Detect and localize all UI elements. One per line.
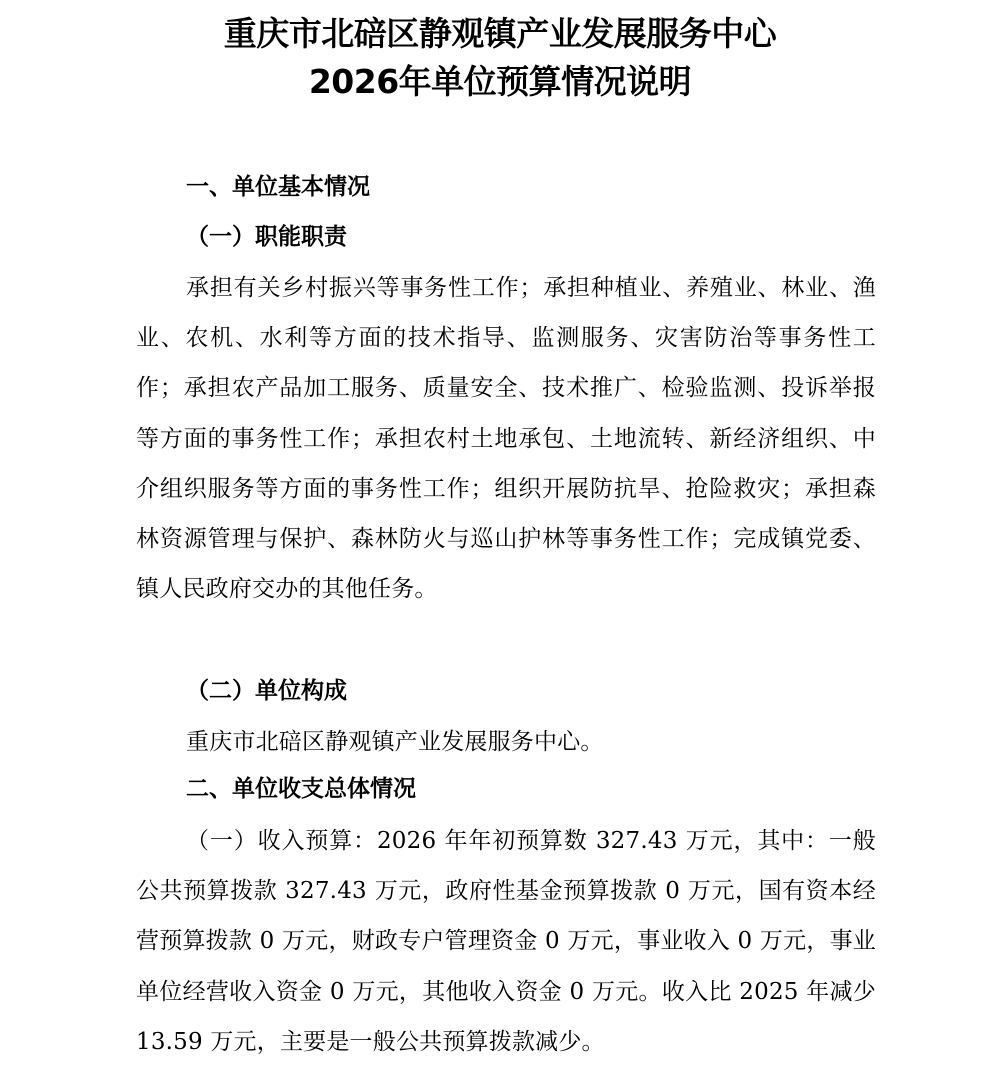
subsection-1-2-paragraph: 重庆市北碚区静观镇产业发展服务中心。 [186, 729, 604, 755]
subsection-1-2-heading: （二）单位构成 [186, 677, 347, 704]
document-title-line-1: 重庆市北碚区静观镇产业发展服务中心 [223, 14, 777, 53]
section-2-heading: 二、单位收支总体情况 [186, 776, 416, 802]
subsection-1-1-paragraph: 承担有关乡村振兴等事务性工作；承担种植业、养殖业、林业、渔业、农机、水利等方面的技术指导、监测服务、灾害防治等事务性工作；承担农产品加工服务、质量安全、技术推广、检验监测、投诉举报等方面的事务性工作；承担农村土地承包、土地流转、新经济组织、中介组织服务等方面的事务性工作；组织开展防抗旱、抢险救灾；承担森林资源管理与保护、森林防火与巡山护林等事务性工作；完成镇党委、镇人民政府交办的其他任务。 [136, 275, 876, 603]
document-title-line-2: 2026年单位预算情况说明 [308, 62, 692, 101]
section-1-heading: 一、单位基本情况 [186, 174, 370, 200]
subsection-1-1-heading: （一）职能职责 [186, 223, 347, 250]
section-2-paragraph: （一）收入预算：2026 年年初预算数 327.43 万元，其中：一般公共预算拨款 327.43 万元，政府性基金预算拨款 0 万元，国有资本经营预算拨款 0 万元，财政专户管理资金 0 万元，事业收入 0 万元，事业单位经营收入资金 0 万元，其他收入资金 0 万元。收入比 2025 年减少 13.59 万元，主要是一般公共预算拨款减少。 [136, 828, 876, 1055]
